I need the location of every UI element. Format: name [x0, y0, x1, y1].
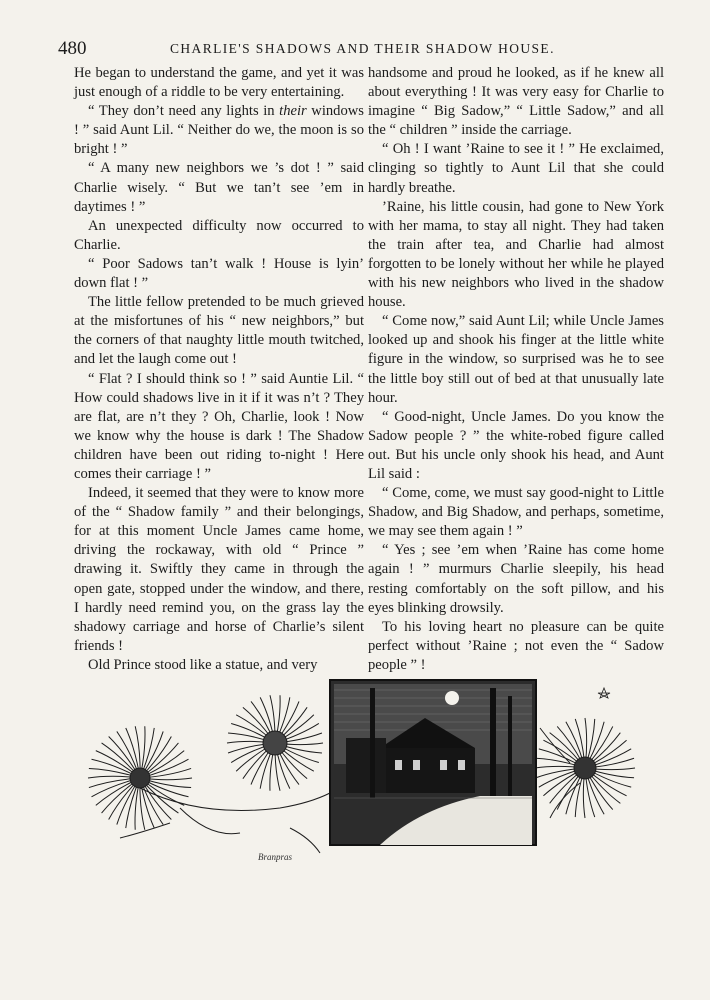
- paragraph: “ Oh ! I want ’Raine to see it ! ” He exclaimed, clinging so tightly to Aunt Lil that she could hardly breathe.: [368, 141, 664, 196]
- paragraph: “ Come, come, we must say good-night to Little Shadow, and Big Shadow, and perhaps, sometime, we may see them again ! ”: [368, 485, 664, 540]
- page-header: [58, 38, 658, 60]
- paragraph: “ Flat ? I should think so ! ” said Auntie Lil. “ How could shadows live in it if it was n’t ? They are flat, are n’t they ? Oh, Charlie, look ! Now we know why the house is dark ! The Shadow children have been out riding to-night ! Here comes their carriage ! ”: [74, 370, 364, 482]
- aster-flower-icon: [88, 695, 330, 853]
- moonlit-house-illustration: [80, 668, 645, 873]
- paragraph: “ Good-night, Uncle James. Do you know the Sadow people ? ” the white-robed figure called out. But his uncle only shook his head, and Aunt Lil said :: [368, 408, 664, 482]
- paragraph: An unexpected difficulty now occurred to Charlie.: [74, 217, 364, 253]
- moonlit-house-vignette: [330, 680, 536, 845]
- paragraph: “ A many new neighbors we ’s dot ! ” said Charlie wisely. “ But we tan’t see ’em in daytimes ! ”: [74, 160, 364, 215]
- paragraph: Indeed, it seemed that they were to know more of the “ Shadow family ” and their belongings, for at this moment Uncle James came home, driving the rockaway, with old “ Prince ” drawing it. Swiftly they came in through the open gate, stopped under the window, and there, I hardly need remind you, on the grass lay the shadowy carriage and horse of Charlie’s silent friends !: [74, 485, 364, 654]
- paragraph: The little fellow pretended to be much grieved at the misfortunes of his “ new neighbors,” but the corners of that naughty little mouth twitched, and let the laugh come out !: [74, 294, 364, 368]
- paragraph: “ Yes ; see ’em when ’Raine has come home again ! ” murmurs Charlie sleepily, his head resting comfortably on the soft pillow, and his eyes blinking drowsily.: [368, 542, 664, 616]
- artist-signature: Branpras: [258, 852, 293, 862]
- left-column: [74, 64, 364, 675]
- paragraph: handsome and proud he looked, as if he knew all about everything ! It was very easy for Charlie to imagine “ Big Sadow,” “ Little Sadow,” and all the “ children ” inside the carriage.: [368, 65, 664, 139]
- paragraph: ’Raine, his little cousin, had gone to New York with her mama, to stay all night. They had taken the train after tea, and Charlie had almost forgotten to be lonely without her while he played with his new neighbors who lived in the shadow house.: [368, 198, 664, 311]
- aster-flower-icon: [535, 688, 635, 818]
- running-title: CHARLIE'S SHADOWS AND THEIR SHADOW HOUSE.: [170, 41, 555, 56]
- paragraph: Old Prince stood like a statue, and very: [88, 656, 318, 673]
- page-number: 480: [58, 38, 87, 59]
- paragraph: “ Come now,” said Aunt Lil; while Uncle James looked up and shook his finger at the little white figure in the window, so surprised was he to see the little boy still out of bed at that unusually late hour.: [368, 313, 664, 406]
- paragraph: “ Poor Sadows tan’t walk ! House is lyin’ down flat ! ”: [74, 255, 364, 292]
- right-column: [368, 64, 664, 675]
- paragraph: To his loving heart no pleasure can be quite perfect without ’Raine ; not even the “ Sadow people ” !: [368, 618, 664, 673]
- paragraph: “ They don’t need any lights in their windows ! ” said Aunt Lil. “ Neither do we, the moon is so bright ! ”: [74, 103, 364, 158]
- paragraph: He began to understand the game, and yet it was just enough of a riddle to be very entertaining.: [74, 65, 364, 101]
- illustration: [80, 668, 645, 873]
